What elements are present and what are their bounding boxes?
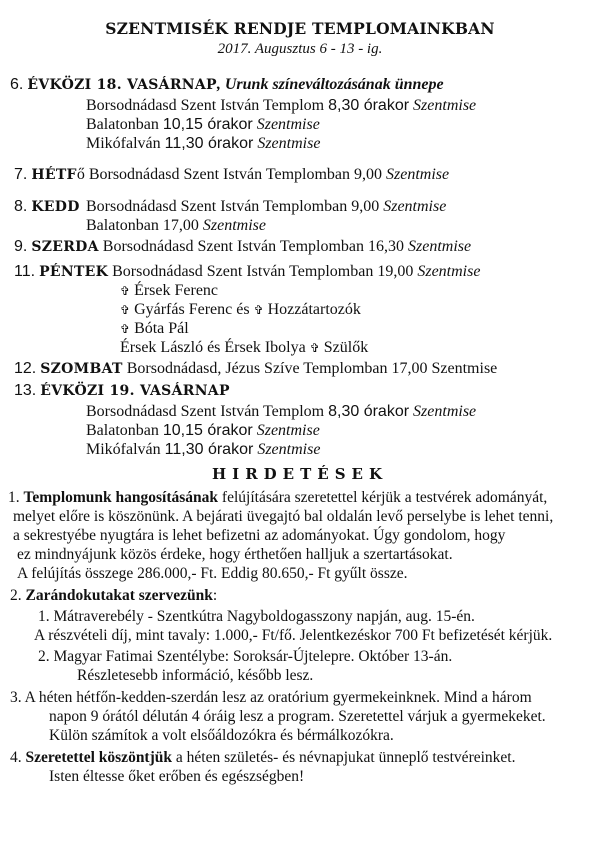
intention-item: ✞ Bóta Pál (120, 320, 189, 337)
pilgrimage-detail: Részletesebb információ, később lesz. (77, 667, 314, 684)
announcement-4-line: Isten éltesse őket erőben és egészségben! (49, 768, 305, 785)
day-13-heading: 13. ÉVKÖZI 19. VASÁRNAP (14, 382, 230, 399)
day-9-entry: 9. SZERDA Borsodnádasd Szent István Templomban 16,30 Szentmise (14, 238, 472, 255)
pilgrimage-detail: A részvételi díj, mint tavaly: 1.000,- Ft/fő. Jelentkezéskor 700 Ft befizetését kérjük. (34, 627, 553, 644)
cross-icon: ✞ (120, 303, 131, 317)
cross-icon: ✞ (120, 284, 131, 298)
announcement-1: 1. Templomunk hangosításának felújítására szeretettel kérjük a testvérek adományát, (8, 489, 548, 506)
day-name: HÉTF (31, 167, 77, 183)
day-7-entry: 7. HÉTFő Borsodnádasd Szent István Templomban 9,00 Szentmise (14, 166, 450, 183)
day-name: KEDD (31, 199, 80, 215)
day-name: SZOMBAT (40, 361, 123, 377)
day-11-entry: 11. PÉNTEK Borsodnádasd Szent István Templomban 19,00 Szentmise (14, 263, 481, 280)
announcement-2: 2. Zarándokutakat szervezünk: (10, 587, 218, 604)
day-name: SZERDA (31, 239, 99, 255)
mass-entry: Borsodnádasd Szent István Templomban 9,00 Szentmise (86, 198, 447, 215)
pilgrimage-item: 2. Magyar Fatimai Szentélybe: Soroksár-Újtelepre. Október 13-án. (38, 648, 453, 665)
intention-item: ✞ Gyárfás Ferenc és ✞ Hozzátartozók (120, 301, 361, 318)
day-8-heading: 8. KEDD (14, 198, 80, 215)
mass-entry: Borsodnádasd Szent István Templom 8,30 órakor Szentmise (86, 97, 477, 114)
announcement-4: 4. Szeretettel köszöntjük a héten születés- és névnapjukat ünneplő testvéreinket. (10, 749, 516, 766)
announcement-1-line: melyet előre is köszönünk. A bejárati üvegajtó bal oldalán levő perselybe is lehet tenni, (13, 508, 554, 525)
mass-entry: Balatonban 10,15 órakor Szentmise (86, 116, 320, 133)
announcement-3-line: Külön számítok a volt elsőáldozókra és bérmálkozókra. (49, 727, 394, 744)
day-6-heading: 6. ÉVKÖZI 18. VASÁRNAP, Urunk színeváltozásának ünnepe (10, 76, 444, 93)
mass-entry: Balatonban 10,15 órakor Szentmise (86, 422, 320, 439)
announcement-1-line: A felújítás összege 286.000,- Ft. Eddig 80.650,- Ft gyűlt össze. (17, 565, 408, 582)
announcement-1-line: ez mindnyájunk közös érdeke, hogy érthetően halljuk a szertartásokat. (17, 546, 453, 563)
mass-entry: Mikófalván 11,30 órakor Szentmise (86, 135, 321, 152)
mass-entry: Balatonban 17,00 Szentmise (86, 217, 266, 234)
cross-icon: ✞ (253, 303, 264, 317)
cross-icon: ✞ (120, 322, 131, 336)
announcement-3: 3. A héten hétfőn-kedden-szerdán lesz az oratórium gyermekeinknek. Mind a három (10, 689, 532, 706)
day-name: ÉVKÖZI 19. VASÁRNAP (40, 383, 230, 399)
announcement-3-line: napon 9 órától délután 4 óráig lesz a program. Szeretettel várjuk a gyermekeket. (49, 708, 546, 725)
intention-item: ✞ Érsek Ferenc (120, 282, 219, 299)
announcements-heading: HIRDETÉSEK (212, 465, 388, 483)
day-12-entry: 12. SZOMBAT Borsodnádasd, Jézus Szíve Templomban 17,00 Szentmise (14, 360, 498, 377)
cross-icon: ✞ (309, 341, 320, 355)
pilgrimage-item: 1. Mátraverebély - Szentkútra Nagyboldogasszony napján, aug. 15-én. (38, 608, 475, 625)
mass-entry: Mikófalván 11,30 órakor Szentmise (86, 441, 321, 458)
page-title: SZENTMISÉK RENDJE TEMPLOMAINKBAN (105, 19, 495, 38)
mass-entry: Borsodnádasd Szent István Templom 8,30 órakor Szentmise (86, 403, 477, 420)
announcement-1-line: a sekrestyébe nyugtára is lehet befizetni az adományokat. Úgy gondolom, hogy (13, 527, 506, 544)
day-name: ÉVKÖZI 18. VASÁRNAP (27, 77, 217, 93)
intention-item: Érsek László és Érsek Ibolya ✞ Szülők (120, 339, 369, 356)
day-name: PÉNTEK (39, 264, 109, 280)
date-range: 2017. Augusztus 6 - 13 - ig. (217, 41, 383, 57)
feast-note: , Urunk színeváltozásának ünnepe (216, 76, 444, 93)
